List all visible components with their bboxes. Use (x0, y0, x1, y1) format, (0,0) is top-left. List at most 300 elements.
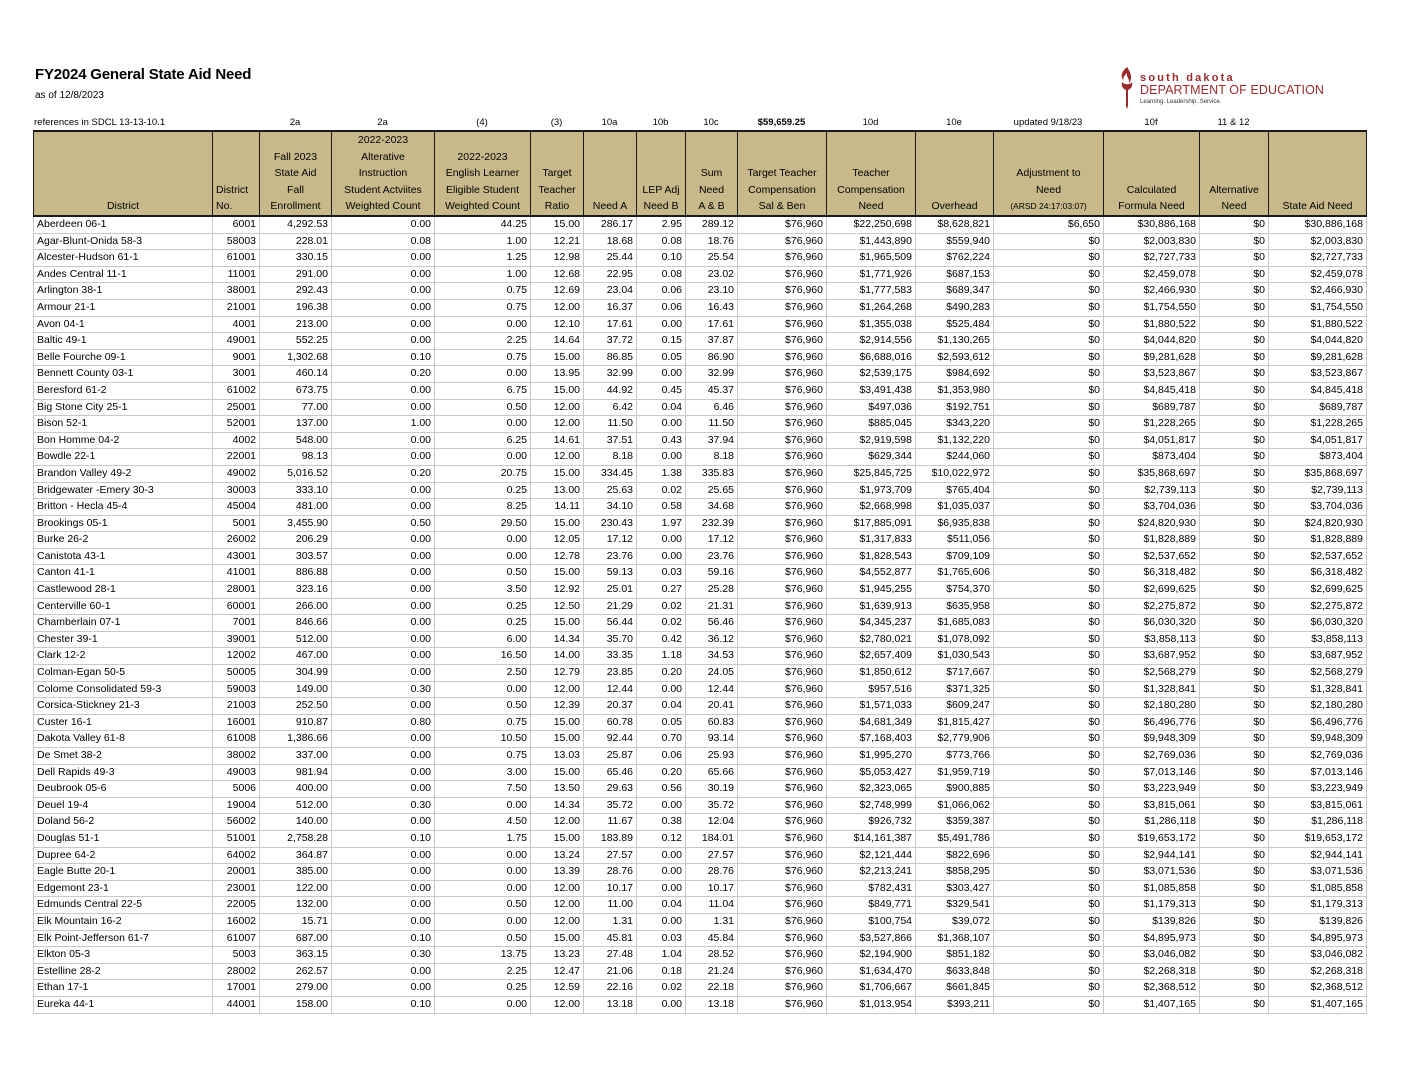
cell-alternative-need: $0 (1200, 880, 1269, 897)
table-row[interactable] (34, 416, 1367, 433)
cell-district: Beresford 61-2 (34, 382, 213, 399)
cell-calculated-need: $6,318,482 (1104, 565, 1200, 582)
table-row[interactable] (34, 996, 1367, 1013)
cell-alt-instruction: 0.00 (332, 814, 435, 831)
table-row[interactable] (34, 233, 1367, 250)
cell-district: Deuel 19-4 (34, 797, 213, 814)
table-row[interactable] (34, 631, 1367, 648)
cell-need-a: 11.00 (584, 897, 637, 914)
cell-state-aid-need: $2,368,512 (1269, 980, 1367, 997)
cell-adjustment: $0 (994, 864, 1104, 881)
cell-target-ratio: 12.98 (531, 250, 584, 267)
cell-alternative-need: $0 (1200, 416, 1269, 433)
col-district[interactable]: District (34, 131, 213, 216)
cell-teacher-comp-need: $1,355,038 (827, 316, 916, 333)
table-row[interactable] (34, 598, 1367, 615)
cell-alternative-need: $0 (1200, 830, 1269, 847)
cell-lep-adj: 0.12 (637, 830, 686, 847)
cell-need-a: 44.92 (584, 382, 637, 399)
cell-teacher-comp-need: $2,539,175 (827, 366, 916, 383)
cell-fall-enrollment: 552.25 (260, 333, 332, 350)
cell-alt-instruction: 0.00 (332, 880, 435, 897)
cell-district: Britton - Hecla 45-4 (34, 499, 213, 516)
cell-target-ratio: 13.50 (531, 781, 584, 798)
cell-target-teacher-comp: $76,960 (738, 880, 827, 897)
cell-overhead: $2,779,906 (916, 731, 994, 748)
torch-flame-icon (1118, 66, 1136, 110)
col-overhead[interactable]: Overhead (916, 131, 994, 216)
col-sum-need[interactable]: Sum Need A & B (686, 131, 738, 216)
cell-calculated-need: $2,739,113 (1104, 482, 1200, 499)
cell-adjustment: $0 (994, 233, 1104, 250)
table-row[interactable] (34, 482, 1367, 499)
cell-target-teacher-comp: $76,960 (738, 930, 827, 947)
table-row[interactable] (34, 333, 1367, 350)
col-teacher-comp-need[interactable]: Teacher Compensation Need (827, 131, 916, 216)
cell-teacher-comp-need: $1,317,833 (827, 532, 916, 549)
cell-target-ratio: 14.00 (531, 648, 584, 665)
cell-english-learner: 0.25 (435, 615, 531, 632)
cell-alt-instruction: 0.00 (332, 499, 435, 516)
cell-state-aid-need: $7,013,146 (1269, 764, 1367, 781)
cell-adjustment: $0 (994, 913, 1104, 930)
cell-sum-need: 28.76 (686, 864, 738, 881)
cell-english-learner: 0.50 (435, 698, 531, 715)
cell-alt-instruction: 0.10 (332, 996, 435, 1013)
cell-target-ratio: 15.00 (531, 930, 584, 947)
cell-overhead: $1,368,107 (916, 930, 994, 947)
cell-teacher-comp-need: $497,036 (827, 399, 916, 416)
cell-district-no: 7001 (213, 615, 260, 632)
table-row[interactable] (34, 432, 1367, 449)
table-row[interactable] (34, 864, 1367, 881)
cell-state-aid-need: $35,868,697 (1269, 465, 1367, 482)
cell-lep-adj: 0.04 (637, 698, 686, 715)
cell-adjustment: $0 (994, 665, 1104, 682)
table-row[interactable] (34, 615, 1367, 632)
cell-district-no: 61001 (213, 250, 260, 267)
cell-alt-instruction: 0.00 (332, 615, 435, 632)
cell-need-a: 86.85 (584, 349, 637, 366)
cell-english-learner: 7.50 (435, 781, 531, 798)
table-row[interactable] (34, 764, 1367, 781)
cell-lep-adj: 0.06 (637, 299, 686, 316)
cell-teacher-comp-need: $1,706,667 (827, 980, 916, 997)
col-target-teacher-comp[interactable]: Target Teacher Compensation Sal & Ben (738, 131, 827, 216)
cell-sum-need: 27.57 (686, 847, 738, 864)
cell-alt-instruction: 0.00 (332, 582, 435, 599)
cell-teacher-comp-need: $1,973,709 (827, 482, 916, 499)
cell-target-teacher-comp: $76,960 (738, 864, 827, 881)
cell-fall-enrollment: 5,016.52 (260, 465, 332, 482)
cell-calculated-need: $35,868,697 (1104, 465, 1200, 482)
cell-teacher-comp-need: $2,780,021 (827, 631, 916, 648)
table-row[interactable] (34, 665, 1367, 682)
cell-alt-instruction: 0.00 (332, 980, 435, 997)
table-row[interactable] (34, 947, 1367, 964)
cell-lep-adj: 0.00 (637, 316, 686, 333)
cell-english-learner: 1.00 (435, 266, 531, 283)
cell-target-ratio: 14.34 (531, 631, 584, 648)
cell-district: Brandon Valley 49-2 (34, 465, 213, 482)
cell-target-ratio: 14.34 (531, 797, 584, 814)
cell-sum-need: 45.84 (686, 930, 738, 947)
table-row[interactable] (34, 250, 1367, 267)
cell-need-a: 16.37 (584, 299, 637, 316)
cell-state-aid-need: $1,407,165 (1269, 996, 1367, 1013)
cell-need-a: 1.31 (584, 913, 637, 930)
cell-fall-enrollment: 132.00 (260, 897, 332, 914)
cell-target-ratio: 15.00 (531, 830, 584, 847)
cell-calculated-need: $2,275,872 (1104, 598, 1200, 615)
cell-alt-instruction: 0.00 (332, 913, 435, 930)
cell-need-a: 18.68 (584, 233, 637, 250)
cell-alternative-need: $0 (1200, 781, 1269, 798)
cell-need-a: 27.57 (584, 847, 637, 864)
cell-sum-need: 6.46 (686, 399, 738, 416)
cell-alt-instruction: 0.10 (332, 349, 435, 366)
cell-district: Custer 16-1 (34, 714, 213, 731)
cell-alternative-need: $0 (1200, 582, 1269, 599)
cell-overhead: $822,696 (916, 847, 994, 864)
table-row[interactable] (34, 216, 1367, 233)
col-calculated-need[interactable]: Calculated Formula Need (1104, 131, 1200, 216)
cell-calculated-need: $1,754,550 (1104, 299, 1200, 316)
cell-fall-enrollment: 279.00 (260, 980, 332, 997)
cell-english-learner: 6.00 (435, 631, 531, 648)
cell-fall-enrollment: 158.00 (260, 996, 332, 1013)
cell-alt-instruction: 0.00 (332, 432, 435, 449)
cell-adjustment: $0 (994, 482, 1104, 499)
cell-english-learner: 0.00 (435, 532, 531, 549)
cell-alternative-need: $0 (1200, 482, 1269, 499)
cell-sum-need: 23.02 (686, 266, 738, 283)
table-row[interactable] (34, 648, 1367, 665)
cell-english-learner: 1.75 (435, 830, 531, 847)
cell-need-a: 6.42 (584, 399, 637, 416)
cell-teacher-comp-need: $2,194,900 (827, 947, 916, 964)
cell-calculated-need: $2,180,280 (1104, 698, 1200, 715)
cell-sum-need: 21.24 (686, 963, 738, 980)
cell-state-aid-need: $873,404 (1269, 449, 1367, 466)
ref-ratio: (3) (550, 117, 563, 128)
cell-teacher-comp-need: $1,639,913 (827, 598, 916, 615)
cell-target-ratio: 12.05 (531, 532, 584, 549)
cell-english-learner: 0.50 (435, 399, 531, 416)
cell-overhead: $1,078,092 (916, 631, 994, 648)
table-row[interactable] (34, 283, 1367, 300)
cell-fall-enrollment: 512.00 (260, 631, 332, 648)
cell-alternative-need: $0 (1200, 847, 1269, 864)
table-row[interactable] (34, 548, 1367, 565)
cell-teacher-comp-need: $17,885,091 (827, 515, 916, 532)
cell-calculated-need: $1,228,265 (1104, 416, 1200, 433)
cell-alt-instruction: 0.20 (332, 465, 435, 482)
cell-alt-instruction: 0.80 (332, 714, 435, 731)
cell-target-ratio: 12.78 (531, 548, 584, 565)
cell-sum-need: 25.93 (686, 748, 738, 765)
cell-english-learner: 1.00 (435, 233, 531, 250)
cell-district: Dupree 64-2 (34, 847, 213, 864)
cell-sum-need: 16.43 (686, 299, 738, 316)
cell-target-teacher-comp: $76,960 (738, 615, 827, 632)
table-row[interactable] (34, 980, 1367, 997)
cell-calculated-need: $3,815,061 (1104, 797, 1200, 814)
cell-district-no: 50005 (213, 665, 260, 682)
cell-target-teacher-comp: $76,960 (738, 465, 827, 482)
cell-calculated-need: $30,886,168 (1104, 216, 1200, 233)
cell-teacher-comp-need: $5,053,427 (827, 764, 916, 781)
cell-district-no: 9001 (213, 349, 260, 366)
cell-english-learner: 0.50 (435, 930, 531, 947)
cell-adjustment: $0 (994, 266, 1104, 283)
cell-district: Doland 56-2 (34, 814, 213, 831)
cell-overhead: $525,484 (916, 316, 994, 333)
cell-lep-adj: 0.08 (637, 266, 686, 283)
cell-calculated-need: $689,787 (1104, 399, 1200, 416)
cell-sum-need: 37.94 (686, 432, 738, 449)
cell-need-a: 28.76 (584, 864, 637, 881)
cell-district: Dakota Valley 61-8 (34, 731, 213, 748)
cell-state-aid-need: $2,275,872 (1269, 598, 1367, 615)
col-adjustment[interactable]: Adjustment to Need (ARSD 24:17:03:07) (994, 131, 1104, 216)
cell-sum-need: 21.31 (686, 598, 738, 615)
cell-overhead: $371,325 (916, 681, 994, 698)
cell-district: Burke 26-2 (34, 532, 213, 549)
cell-target-ratio: 12.47 (531, 963, 584, 980)
table-row[interactable] (34, 681, 1367, 698)
cell-alt-instruction: 0.00 (332, 847, 435, 864)
cell-target-teacher-comp: $76,960 (738, 913, 827, 930)
cell-adjustment: $0 (994, 465, 1104, 482)
cell-alt-instruction: 0.00 (332, 216, 435, 233)
table-row[interactable] (34, 897, 1367, 914)
col-lep-adj[interactable]: LEP Adj Need B (637, 131, 686, 216)
col-alt-instruction[interactable]: 2022-2023 Alterative Instruction Student Actviites Weighted Count (332, 131, 435, 216)
cell-lep-adj: 0.02 (637, 482, 686, 499)
table-row[interactable] (34, 266, 1367, 283)
cell-overhead: $1,765,606 (916, 565, 994, 582)
cell-target-teacher-comp: $76,960 (738, 266, 827, 283)
cell-english-learner: 0.50 (435, 565, 531, 582)
table-row[interactable] (34, 299, 1367, 316)
cell-target-ratio: 13.23 (531, 947, 584, 964)
table-row[interactable] (34, 515, 1367, 532)
cell-overhead: $900,885 (916, 781, 994, 798)
table-row[interactable] (34, 698, 1367, 715)
cell-calculated-need: $1,880,522 (1104, 316, 1200, 333)
cell-need-a: 20.37 (584, 698, 637, 715)
col-district-no[interactable]: District No. (213, 131, 260, 216)
table-row[interactable] (34, 797, 1367, 814)
cell-district: Douglas 51-1 (34, 830, 213, 847)
cell-adjustment: $0 (994, 615, 1104, 632)
cell-adjustment: $0 (994, 648, 1104, 665)
cell-alt-instruction: 0.10 (332, 930, 435, 947)
cell-state-aid-need: $2,537,652 (1269, 548, 1367, 565)
cell-overhead: $689,347 (916, 283, 994, 300)
cell-district: Corsica-Stickney 21-3 (34, 698, 213, 715)
cell-need-a: 34.10 (584, 499, 637, 516)
cell-district-no: 49002 (213, 465, 260, 482)
cell-calculated-need: $2,003,830 (1104, 233, 1200, 250)
table-row[interactable] (34, 316, 1367, 333)
cell-overhead: $559,940 (916, 233, 994, 250)
cell-teacher-comp-need: $1,013,954 (827, 996, 916, 1013)
table-row[interactable] (34, 349, 1367, 366)
cell-alt-instruction: 0.00 (332, 250, 435, 267)
cell-calculated-need: $2,699,625 (1104, 582, 1200, 599)
table-row[interactable] (34, 532, 1367, 549)
ref-adjustment: updated 9/18/23 (1013, 117, 1083, 128)
cell-lep-adj: 0.00 (637, 366, 686, 383)
table-row[interactable] (34, 748, 1367, 765)
cell-alternative-need: $0 (1200, 349, 1269, 366)
col-fall-enrollment[interactable]: Fall 2023 State Aid Fall Enrollment (260, 131, 332, 216)
cell-district: Deubrook 05-6 (34, 781, 213, 798)
cell-teacher-comp-need: $1,771,926 (827, 266, 916, 283)
cell-adjustment: $0 (994, 631, 1104, 648)
cell-adjustment: $0 (994, 963, 1104, 980)
cell-lep-adj: 0.00 (637, 548, 686, 565)
cell-need-a: 11.67 (584, 814, 637, 831)
cell-english-learner: 0.00 (435, 913, 531, 930)
cell-alt-instruction: 0.00 (332, 266, 435, 283)
cell-adjustment: $0 (994, 880, 1104, 897)
cell-alternative-need: $0 (1200, 814, 1269, 831)
table-row[interactable] (34, 781, 1367, 798)
cell-district: Clark 12-2 (34, 648, 213, 665)
cell-district-no: 22001 (213, 449, 260, 466)
cell-sum-need: 12.44 (686, 681, 738, 698)
cell-district-no: 59003 (213, 681, 260, 698)
cell-sum-need: 60.83 (686, 714, 738, 731)
table-row[interactable] (34, 382, 1367, 399)
cell-district-no: 58003 (213, 233, 260, 250)
cell-teacher-comp-need: $7,168,403 (827, 731, 916, 748)
cell-fall-enrollment: 3,455.90 (260, 515, 332, 532)
table-row[interactable] (34, 582, 1367, 599)
table-row[interactable] (34, 913, 1367, 930)
cell-overhead: $762,224 (916, 250, 994, 267)
cell-alternative-need: $0 (1200, 631, 1269, 648)
cell-district-no: 28001 (213, 582, 260, 599)
cell-state-aid-need: $2,699,625 (1269, 582, 1367, 599)
cell-alt-instruction: 0.30 (332, 947, 435, 964)
cell-district-no: 17001 (213, 980, 260, 997)
cell-adjustment: $0 (994, 333, 1104, 350)
cell-calculated-need: $1,328,841 (1104, 681, 1200, 698)
table-row[interactable] (34, 449, 1367, 466)
cell-target-teacher-comp: $76,960 (738, 731, 827, 748)
table-row[interactable] (34, 366, 1367, 383)
table-row[interactable] (34, 930, 1367, 947)
cell-calculated-need: $139,826 (1104, 913, 1200, 930)
cell-adjustment: $0 (994, 299, 1104, 316)
cell-district-no: 11001 (213, 266, 260, 283)
cell-target-teacher-comp: $76,960 (738, 598, 827, 615)
cell-overhead: $359,387 (916, 814, 994, 831)
table-row[interactable] (34, 465, 1367, 482)
col-alternative-need[interactable]: Alternative Need (1200, 131, 1269, 216)
cell-adjustment: $0 (994, 930, 1104, 947)
cell-alternative-need: $0 (1200, 283, 1269, 300)
table-row[interactable] (34, 499, 1367, 516)
table-row[interactable] (34, 963, 1367, 980)
cell-lep-adj: 0.45 (637, 382, 686, 399)
cell-sum-need: 30.19 (686, 781, 738, 798)
cell-adjustment: $0 (994, 847, 1104, 864)
cell-alternative-need: $0 (1200, 465, 1269, 482)
cell-calculated-need: $4,895,973 (1104, 930, 1200, 947)
cell-state-aid-need: $4,044,820 (1269, 333, 1367, 350)
col-target-ratio[interactable]: Target Teacher Ratio (531, 131, 584, 216)
sd-doe-logo (1118, 66, 1338, 110)
cell-lep-adj: 0.10 (637, 250, 686, 267)
cell-target-ratio: 12.92 (531, 582, 584, 599)
cell-alt-instruction: 0.00 (332, 731, 435, 748)
cell-state-aid-need: $1,828,889 (1269, 532, 1367, 549)
cell-lep-adj: 1.04 (637, 947, 686, 964)
cell-fall-enrollment: 385.00 (260, 864, 332, 881)
cell-teacher-comp-need: $1,945,255 (827, 582, 916, 599)
cell-alternative-need: $0 (1200, 565, 1269, 582)
cell-teacher-comp-need: $1,777,583 (827, 283, 916, 300)
cell-adjustment: $0 (994, 748, 1104, 765)
sdcl-references-row (33, 117, 1366, 130)
cell-alternative-need: $0 (1200, 216, 1269, 233)
table-row[interactable] (34, 847, 1367, 864)
cell-district: Edmunds Central 22-5 (34, 897, 213, 914)
table-row[interactable] (34, 830, 1367, 847)
cell-target-teacher-comp: $76,960 (738, 349, 827, 366)
cell-sum-need: 25.28 (686, 582, 738, 599)
table-row[interactable] (34, 880, 1367, 897)
cell-adjustment: $0 (994, 565, 1104, 582)
col-state-aid-need[interactable]: State Aid Need (1269, 131, 1367, 216)
cell-need-a: 32.99 (584, 366, 637, 383)
table-row[interactable] (34, 814, 1367, 831)
cell-overhead: $8,628,821 (916, 216, 994, 233)
cell-teacher-comp-need: $3,491,438 (827, 382, 916, 399)
cell-state-aid-need: $2,268,318 (1269, 963, 1367, 980)
cell-adjustment: $0 (994, 814, 1104, 831)
cell-overhead: $5,491,786 (916, 830, 994, 847)
cell-fall-enrollment: 910.87 (260, 714, 332, 731)
cell-target-ratio: 12.00 (531, 913, 584, 930)
cell-district-no: 28002 (213, 963, 260, 980)
cell-district-no: 41001 (213, 565, 260, 582)
cell-alternative-need: $0 (1200, 947, 1269, 964)
cell-lep-adj: 0.06 (637, 283, 686, 300)
col-english-learner[interactable]: 2022-2023 English Learner Eligible Student Weighted Count (435, 131, 531, 216)
cell-lep-adj: 0.00 (637, 449, 686, 466)
cell-fall-enrollment: 262.57 (260, 963, 332, 980)
cell-lep-adj: 0.00 (637, 847, 686, 864)
cell-district-no: 21001 (213, 299, 260, 316)
col-need-a[interactable]: Need A (584, 131, 637, 216)
cell-target-teacher-comp: $76,960 (738, 665, 827, 682)
cell-state-aid-need: $3,046,082 (1269, 947, 1367, 964)
cell-target-teacher-comp: $76,960 (738, 499, 827, 516)
table-row[interactable] (34, 714, 1367, 731)
table-row[interactable] (34, 565, 1367, 582)
table-row[interactable] (34, 399, 1367, 416)
cell-fall-enrollment: 846.66 (260, 615, 332, 632)
cell-alternative-need: $0 (1200, 366, 1269, 383)
table-row[interactable] (34, 731, 1367, 748)
cell-sum-need: 10.17 (686, 880, 738, 897)
